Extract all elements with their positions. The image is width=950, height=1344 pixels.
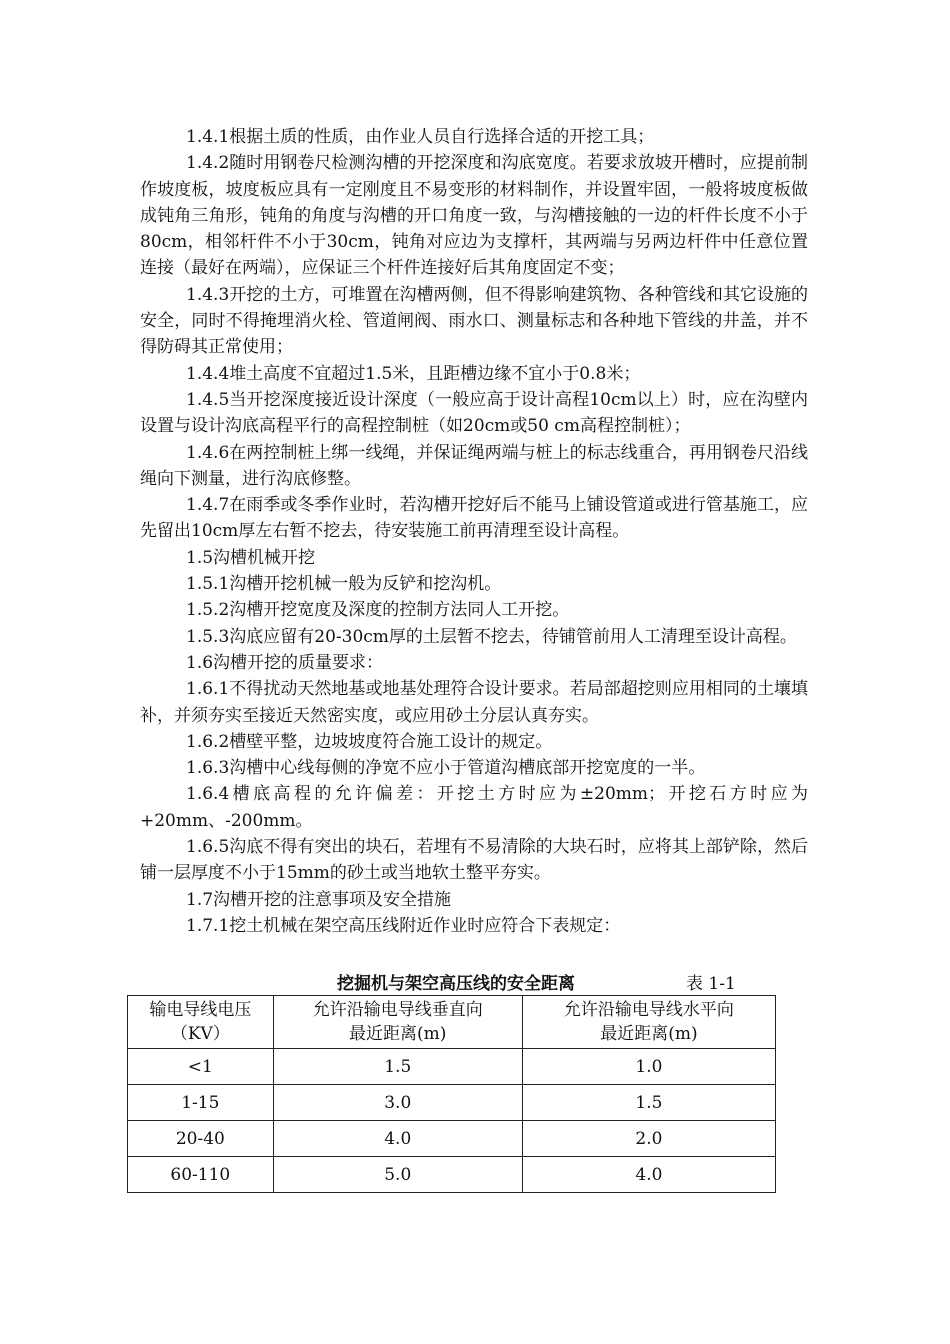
header-horizontal-distance bbox=[522, 996, 775, 1049]
cell-vertical-distance: 4.0 bbox=[273, 1121, 522, 1157]
table-row bbox=[128, 1157, 776, 1193]
cell-horizontal-distance: 1.0 bbox=[522, 1049, 775, 1085]
cell-horizontal-distance: 1.5 bbox=[522, 1085, 775, 1121]
cell-voltage: 1-15 bbox=[128, 1085, 274, 1121]
header-voltage-line-2: （KV） bbox=[170, 1024, 230, 1044]
section-heading-1-6: 1.6沟槽开挖的质量要求： bbox=[186, 652, 384, 673]
header-horizontal-line-2: 最近距离(m) bbox=[600, 1024, 698, 1044]
header-vertical-line-2: 最近距离(m) bbox=[349, 1024, 447, 1044]
paragraph-1-6-2: 1.6.2槽壁平整，边坡坡度符合施工设计的规定。 bbox=[186, 731, 553, 752]
header-vertical-distance bbox=[273, 996, 522, 1049]
paragraph-1-6-4: 1.6.4槽底高程的允许偏差：开挖土方时应为±20mm；开挖石方时应为+20mm、-200mm。 bbox=[140, 784, 808, 831]
table-body bbox=[128, 1049, 776, 1193]
cell-voltage: <1 bbox=[128, 1049, 274, 1085]
section-heading-1-7: 1.7沟槽开挖的注意事项及安全措施 bbox=[186, 889, 452, 910]
paragraph-1-4-6: 1.4.6在两控制桩上绑一线绳，并保证绳两端与桩上的标志线重合，再用钢卷尺沿线绳向下测量，进行沟底修整。 bbox=[140, 442, 808, 489]
cell-vertical-distance: 1.5 bbox=[273, 1049, 522, 1085]
section-heading-1-5: 1.5沟槽机械开挖 bbox=[186, 547, 316, 568]
paragraph-1-6-5: 1.6.5沟底不得有突出的块石，若埋有不易清除的大块石时，应将其上部铲除，然后铺一层厚度不小于15mm的砂土或当地软土整平夯实。 bbox=[140, 837, 808, 884]
paragraph-1-4-3: 1.4.3开挖的土方，可堆置在沟槽两侧，但不得影响建筑物、各种管线和其它设施的安全，同时不得掩埋消火栓、管道闸阀、雨水口、测量标志和各种地下管线的井盖，并不得防碍其正常使用； bbox=[140, 284, 808, 358]
paragraph-1-6-1: 1.6.1不得扰动天然地基或地基处理符合设计要求。若局部超挖则应用相同的土壤填补，并须夯实至接近天然密实度，或应用砂土分层认真夯实。 bbox=[140, 679, 808, 726]
header-voltage bbox=[128, 996, 274, 1049]
table-caption bbox=[127, 972, 775, 996]
paragraph-1-4-4: 1.4.4堆土高度不宜超过1.5米，且距槽边缘不宜小于0.8米； bbox=[186, 363, 641, 384]
table-number: 表 1-1 bbox=[686, 974, 736, 994]
cell-voltage: 20-40 bbox=[128, 1121, 274, 1157]
table-header-row bbox=[128, 996, 776, 1049]
table-title: 挖掘机与架空高压线的安全距离 bbox=[337, 974, 575, 994]
table-row bbox=[128, 1121, 776, 1157]
header-horizontal-line-1: 允许沿输电导线水平向 bbox=[563, 1000, 734, 1020]
paragraph-1-4-5: 1.4.5当开挖深度接近设计深度（一般应高于设计高程10cm以上）时，应在沟壁内设置与设计沟底高程平行的高程控制桩（如20cm或50 cm高程控制桩）； bbox=[140, 389, 808, 437]
paragraph-1-7-1: 1.7.1挖土机械在架空高压线附近作业时应符合下表规定： bbox=[186, 915, 621, 936]
header-voltage-line-1: 输电导线电压 bbox=[149, 1000, 252, 1020]
paragraph-1-6-3: 1.6.3沟槽中心线每侧的净宽不应小于管道沟槽底部开挖宽度的一半。 bbox=[186, 758, 706, 779]
table-header bbox=[128, 996, 776, 1049]
paragraph-1-5-2: 1.5.2沟槽开挖宽度及深度的控制方法同人工开挖。 bbox=[186, 600, 570, 621]
safety-distance-table bbox=[127, 995, 776, 1193]
body-text bbox=[140, 124, 808, 939]
paragraph-1-5-3: 1.5.3沟底应留有20-30cm厚的土层暂不挖去，待铺管前用人工清理至设计高程。 bbox=[186, 626, 797, 647]
cell-vertical-distance: 3.0 bbox=[273, 1085, 522, 1121]
paragraph-1-4-7: 1.4.7在雨季或冬季作业时，若沟槽开挖好后不能马上铺设管道或进行管基施工，应先留出10cm厚左右暂不挖去，待安装施工前再清理至设计高程。 bbox=[140, 495, 808, 542]
cell-horizontal-distance: 4.0 bbox=[522, 1157, 775, 1193]
cell-horizontal-distance: 2.0 bbox=[522, 1121, 775, 1157]
table-row bbox=[128, 1049, 776, 1085]
paragraph-1-4-1: 1.4.1根据土质的性质，由作业人员自行选择合适的开挖工具； bbox=[186, 127, 655, 147]
cell-voltage: 60-110 bbox=[128, 1157, 274, 1193]
paragraph-1-4-2: 1.4.2随时用钢卷尺检测沟槽的开挖深度和沟底宽度。若要求放坡开槽时，应提前制作坡度板，坡度板应具有一定刚度且不易变形的材料制作，并设置牢固，一般将坡度板做成钝角三角形，钝角的角度与沟槽的开口角度一致，与沟槽接触的一边的杆件长度不小于80cm，相邻杆件不小于30cm，钝角对应边为支撑杆，其两端与另两边杆件中任意位置连接（最好在两端），应保证三个杆件连接好后其角度固定不变； bbox=[140, 153, 808, 279]
header-vertical-line-1: 允许沿输电导线垂直向 bbox=[312, 1000, 483, 1020]
table-row bbox=[128, 1085, 776, 1121]
cell-vertical-distance: 5.0 bbox=[273, 1157, 522, 1193]
paragraph-1-5-1: 1.5.1沟槽开挖机械一般为反铲和挖沟机。 bbox=[186, 574, 502, 595]
